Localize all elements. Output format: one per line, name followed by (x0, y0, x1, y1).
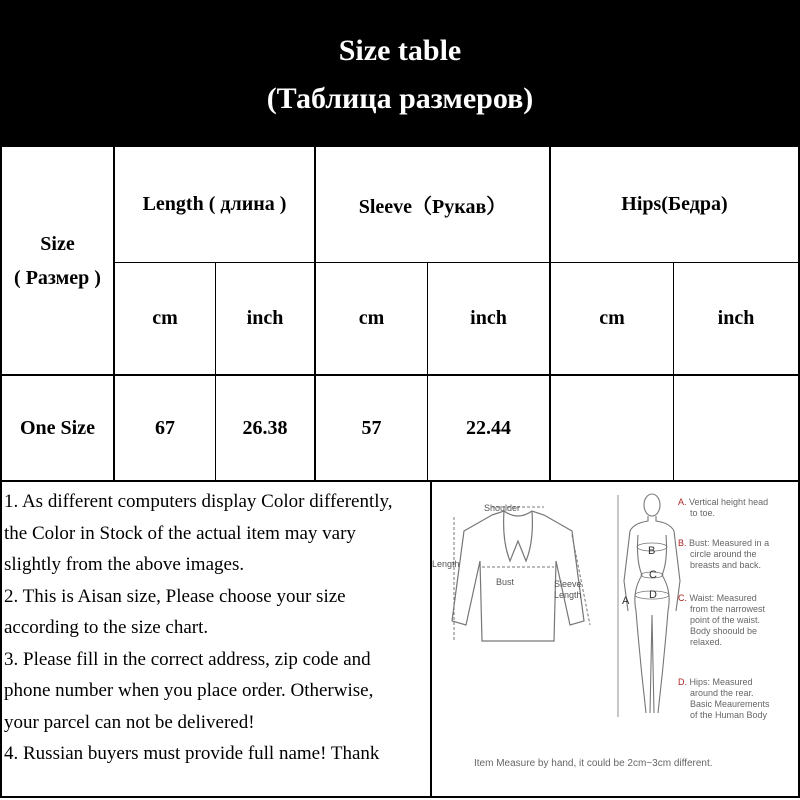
row-size: One Size (20, 416, 95, 439)
shoulder-label: Shoulder (484, 503, 521, 513)
bust-label: Bust (496, 577, 515, 587)
unit-header: cm (599, 307, 625, 329)
diagram-footer: Item Measure by hand, it could be 2cm~3cm different. (474, 758, 713, 769)
table-cell (551, 376, 673, 480)
note-line: phone number when you place order. Otherwise, (4, 680, 374, 701)
note-line: your parcel can not be delivered! (4, 711, 255, 733)
grid-line (0, 480, 800, 482)
hips-group-header: Hips(Бедра) (621, 193, 728, 215)
body-note-c: C. Waist: Measured from the narrowest point of the waist. Body shoould be relaxed. (678, 593, 766, 647)
sleeve-length-label: Sleeve Length (554, 579, 582, 600)
table-cell: 22.44 (466, 416, 511, 439)
body-note-a: A. Vertical height head to toe. (678, 497, 769, 518)
letter-c: C (649, 569, 657, 581)
unit-header: inch (717, 307, 755, 329)
note-line: 2. This is Aisan size, Please choose your size (4, 585, 346, 607)
letter-d: D (649, 589, 657, 601)
measurement-diagram (432, 483, 798, 796)
table-cell: 57 (361, 416, 382, 439)
table-subtitle: (Таблица размеров) (266, 82, 534, 115)
note-line: 4. Russian buyers must provide full name! Thank (4, 743, 380, 764)
letter-b: B (648, 545, 656, 557)
unit-header: inch (246, 307, 284, 329)
notes-list (4, 486, 430, 770)
size-label: Size (40, 232, 75, 255)
table-cell (674, 376, 798, 480)
table-title: Size table (338, 34, 462, 67)
letter-a: A (622, 595, 630, 607)
table-cell: 67 (155, 416, 175, 439)
note-line: slightly from the above images. (4, 554, 245, 575)
table-header (0, 0, 800, 145)
length-group-header: Length ( длина ) (142, 193, 287, 215)
note-line: 1. As different computers display Color differently, (4, 491, 393, 512)
sleeve-group-header: Sleeve（Рукав） (358, 196, 507, 218)
length-label: Length (432, 559, 460, 569)
unit-header: inch (470, 307, 507, 329)
note-line: 3. Please fill in the correct address, zip code and (4, 648, 371, 670)
size-column-header (2, 147, 113, 374)
note-line: the Color in Stock of the actual item may vary (4, 522, 356, 544)
note-line: according to the size chart. (4, 617, 209, 638)
unit-header: cm (358, 307, 385, 329)
grid-line (0, 796, 800, 798)
body-note-d: D. Hips: Measured around the rear. Basic Meaurements of the Human Body (678, 677, 770, 720)
body-note-b: B. Bust: Measured in a circle around the breasts and back. (678, 538, 770, 570)
unit-header: cm (152, 307, 178, 329)
size-label-ru: ( Размер ) (14, 266, 101, 289)
table-cell: 26.38 (242, 416, 288, 439)
